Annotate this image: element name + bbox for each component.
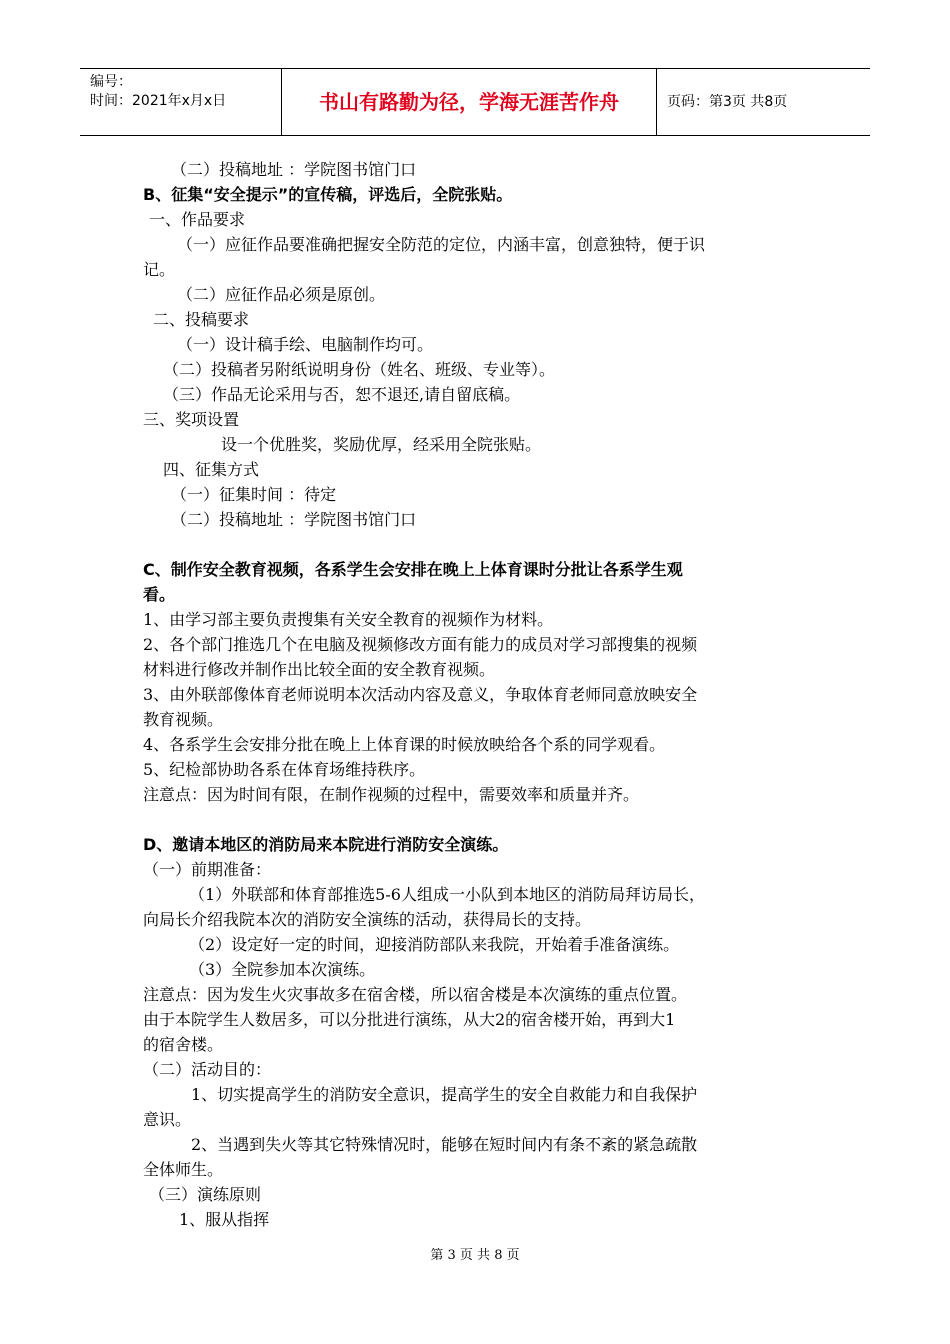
- text-line: 3、由外联部像体育老师说明本次活动内容及意义，争取体育老师同意放映安全: [143, 685, 698, 704]
- text-line: 的宿舍楼。: [143, 1035, 224, 1054]
- text-line: （2）设定好一定的时间，迎接消防部队来我院，开始着手准备演练。: [189, 935, 680, 954]
- subsection-heading: （三）演练原则: [149, 1185, 262, 1204]
- text-line: （1）外联部和体育部推选5-6人组成一小队到本地区的消防局拜访局长，: [189, 885, 705, 904]
- time-label: 时间：2021年x月x日: [90, 93, 227, 109]
- subsection-heading: 三、奖项设置: [143, 410, 240, 429]
- text-line: 向局长介绍我院本次的消防安全演练的活动，获得局长的支持。: [143, 910, 592, 929]
- number-label: 编号：: [90, 74, 132, 90]
- text-line: 2、各个部门推选几个在电脑及视频修改方面有能力的成员对学习部搜集的视频: [143, 635, 698, 654]
- subsection-heading: 一、作品要求: [149, 210, 246, 229]
- text-line: 记。: [143, 260, 176, 279]
- text-line: （二）投稿地址 ：学院图书馆门口: [171, 510, 417, 529]
- subsection-heading: 二、投稿要求: [153, 310, 250, 329]
- text-line: 教育视频。: [143, 710, 224, 729]
- text-line: 1、服从指挥: [179, 1210, 270, 1229]
- subsection-heading: （二）活动目的：: [143, 1060, 272, 1079]
- text-line: 2、当遇到失火等其它特殊情况时，能够在短时间内有条不紊的紧急疏散: [191, 1135, 698, 1154]
- subsection-heading: （一）前期准备：: [143, 860, 272, 879]
- text-line: 1、由学习部主要负责搜集有关安全教育的视频作为材料。: [143, 610, 554, 629]
- subsection-heading: 四、征集方式: [163, 460, 260, 479]
- document-body: [143, 157, 811, 1232]
- text-line: 全体师生。: [143, 1160, 224, 1179]
- section-heading-c: C、制作安全教育视频，各系学生会安排在晚上上体育课时分批让各系学生观: [143, 560, 683, 579]
- text-line: （三）作品无论采用与否，恕不退还,请自留底稿。: [163, 385, 521, 404]
- section-heading-b: B、征集“安全提示”的宣传稿，评选后，全院张贴。: [143, 185, 513, 204]
- header-page-info: 页码：第3页 共8页: [667, 94, 788, 110]
- text-line: （一）征集时间 ：待定: [171, 485, 337, 504]
- section-heading-d: D、邀请本地区的消防局来本院进行消防安全演练。: [143, 835, 509, 854]
- text-line: （二）投稿者另附纸说明身份（姓名、班级、专业等）。: [163, 360, 556, 379]
- header-meta: [80, 69, 282, 135]
- text-line: 由于本院学生人数居多，可以分批进行演练，从大2的宿舍楼开始，再到大1: [143, 1010, 676, 1029]
- text-line: 意识。: [143, 1110, 192, 1129]
- header-motto: 书山有路勤为径，学海无涯苦作舟: [282, 69, 657, 135]
- text-line: 材料进行修改并制作出比较全面的安全教育视频。: [143, 660, 496, 679]
- text-line: （3）全院参加本次演练。: [189, 960, 376, 979]
- text-line: 注意点：因为时间有限，在制作视频的过程中，需要效率和质量并齐。: [143, 785, 640, 804]
- text-line: （二）应征作品必须是原创。: [177, 285, 386, 304]
- text-line: 注意点：因为发生火灾事故多在宿舍楼，所以宿舍楼是本次演练的重点位置。: [143, 985, 688, 1004]
- page-header: [80, 68, 870, 136]
- section-heading-c-cont: 看。: [143, 585, 176, 604]
- text-line: （二）投稿地址 ：学院图书馆门口: [171, 160, 417, 179]
- page-footer: 第 3 页 共 8 页: [430, 1248, 520, 1263]
- text-line: 5、纪检部协助各系在体育场维持秩序。: [143, 760, 426, 779]
- text-line: （一）设计稿手绘、电脑制作均可。: [177, 335, 434, 354]
- text-line: 设一个优胜奖，奖励优厚，经采用全院张贴。: [221, 435, 542, 454]
- text-line: （一）应征作品要准确把握安全防范的定位，内涵丰富，创意独特，便于识: [177, 235, 706, 254]
- text-line: 1、切实提高学生的消防安全意识，提高学生的安全自救能力和自我保护: [191, 1085, 698, 1104]
- text-line: 4、各系学生会安排分批在晚上上体育课的时候放映给各个系的同学观看。: [143, 735, 666, 754]
